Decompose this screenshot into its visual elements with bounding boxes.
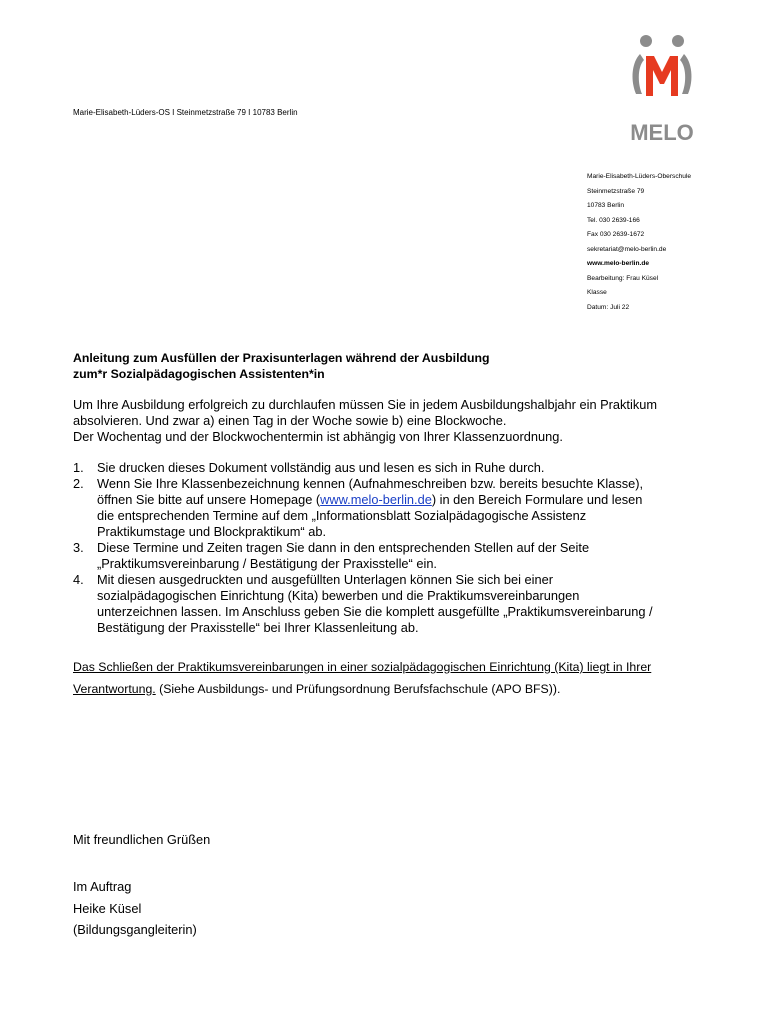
step-line: Mit diesen ausgedruckten und ausgefüllten Unterlagen können Sie sich bei einer — [97, 572, 554, 587]
sender-address-line: Marie-Elisabeth-Lüders-OS I Steinmetzstraße 79 I 10783 Berlin — [73, 108, 298, 117]
logo-red-m — [646, 56, 678, 96]
step-3 — [73, 540, 703, 572]
step-number: 4. — [73, 572, 84, 587]
responsibility-line-2 — [73, 678, 713, 700]
contact-email: sekretariat@melo-berlin.de — [587, 245, 667, 253]
step-line: Bestätigung der Praxisstelle“ bei Ihrer Klassenleitung ab. — [97, 620, 419, 635]
contact-tel: Tel. 030 2639-166 — [587, 216, 640, 224]
contact-city: 10783 Berlin — [587, 202, 625, 209]
contact-date: Datum: Juli 22 — [587, 303, 630, 311]
responsibility-line-1: Das Schließen der Praktikumsvereinbarungen in einer sozialpädagogischen Einrichtung (Kita) liegt in Ihrer — [73, 660, 652, 674]
intro-line-1: Um Ihre Ausbildung erfolgreich zu durchlaufen müssen Sie in jedem Ausbildungshalbjahr ein Praktikum — [73, 397, 658, 412]
step-text: ) in den Bereich Formulare und lesen — [431, 492, 643, 507]
signoff-name: Heike Küsel — [73, 900, 142, 916]
responsibility-note — [73, 656, 713, 700]
step-line: die entsprechenden Termine auf dem „Informationsblatt Sozialpädagogische Assistenz — [97, 508, 587, 523]
homepage-link[interactable]: www.melo-berlin.de — [320, 492, 432, 507]
contact-street: Steinmetzstraße 79 — [587, 187, 645, 195]
step-number: 3. — [73, 540, 84, 555]
logo-figure-left-body — [633, 54, 644, 94]
steps-list — [73, 460, 703, 636]
heading-line-1: Anleitung zum Ausfüllen der Praxisunterlagen während der Ausbildung — [73, 351, 490, 365]
step-line: Wenn Sie Ihre Klassenbezeichnung kennen (Aufnahmeschreiben bzw. bereits besuchte Klasse), — [97, 476, 644, 491]
step-number: 2. — [73, 476, 84, 491]
step-line: „Praktikumsvereinbarung / Bestätigung der Praxisstelle“ ein. — [97, 556, 437, 571]
intro-paragraph — [73, 397, 703, 445]
step-line-with-link — [97, 492, 703, 508]
contact-editor: Bearbeitung: Frau Küsel — [587, 274, 659, 282]
contact-fax: Fax 030 2639-1672 — [587, 231, 645, 238]
step-line: sozialpädagogischen Einrichtung (Kita) bewerben und die Praktikumsvereinbarungen — [97, 588, 580, 603]
logo-figure-left-head — [640, 35, 652, 47]
logo-wordmark: MELO — [630, 120, 694, 145]
step-line: Diese Termine und Zeiten tragen Sie dann in den entsprechenden Stellen auf der Seite — [97, 540, 590, 555]
contact-block — [587, 170, 691, 315]
contact-school: Marie-Elisabeth-Lüders-Oberschule — [587, 173, 692, 180]
closing-greeting: Mit freundlichen Grüßen — [73, 832, 211, 847]
step-line: unterzeichnen lassen. Im Anschluss geben Sie die komplett ausgefüllte „Praktikumsvereinbarung / — [97, 604, 653, 619]
heading-line-2: zum*r Sozialpädagogischen Assistenten*in — [73, 366, 325, 381]
step-line: Praktikumstage und Blockpraktikum“ ab. — [97, 524, 327, 539]
signoff-line: Im Auftrag — [73, 879, 132, 894]
contact-web: www.melo-berlin.de — [587, 260, 650, 267]
responsibility-rest: (Siehe Ausbildungs- und Prüfungsordnung Berufsfachschule (APO BFS)). — [155, 682, 561, 696]
document-heading — [73, 351, 693, 382]
step-number: 1. — [73, 460, 84, 475]
logo-figure-right-head — [672, 35, 684, 47]
responsibility-underlined: Verantwortung. — [73, 682, 156, 696]
step-1 — [73, 460, 703, 476]
step-4 — [73, 572, 703, 636]
intro-line-2: absolvieren. Und zwar a) einen Tag in der Woche sowie b) eine Blockwoche. — [73, 413, 507, 428]
step-text: öffnen Sie bitte auf unsere Homepage ( — [97, 492, 321, 507]
logo-figure-right-body — [680, 54, 691, 94]
contact-class: Klasse — [587, 289, 607, 296]
step-2 — [73, 476, 703, 540]
signoff-block — [73, 876, 197, 941]
signoff-role: (Bildungsgangleiterin) — [73, 922, 197, 937]
intro-line-3: Der Wochentag und der Blockwochentermin ist abhängig von Ihrer Klassenzuordnung. — [73, 429, 563, 444]
melo-logo — [626, 34, 698, 146]
step-line: Sie drucken dieses Dokument vollständig aus und lesen es sich in Ruhe durch. — [97, 460, 545, 475]
